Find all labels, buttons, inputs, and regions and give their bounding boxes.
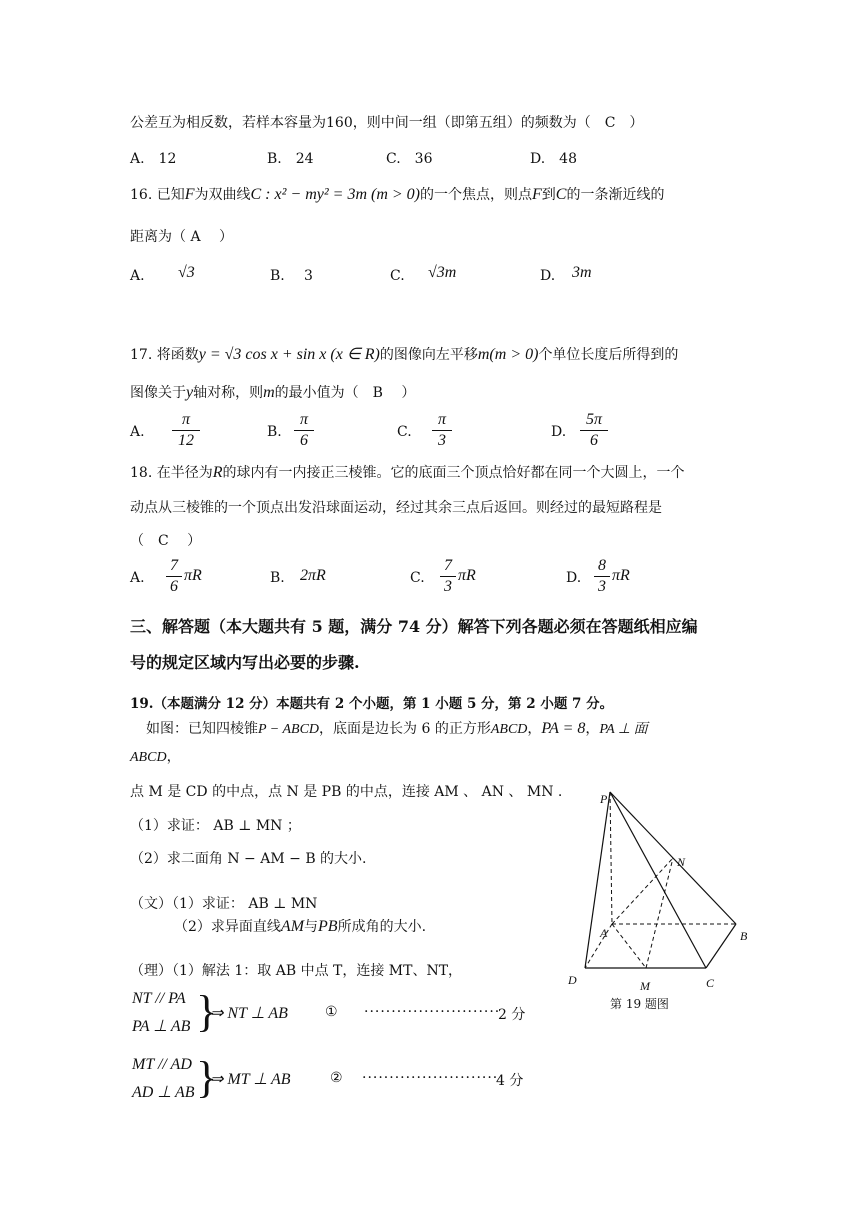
q17-a-fraction: $\frac{\pi}{12}$: [172, 410, 200, 451]
q19-li-solution: （理）（1）解法 1：取 AB 中点 T，连接 MT、NT，: [130, 963, 463, 979]
q17-stem: 17. 将函数y = √3 cos x + sin x (x ∈ R)的图像向左平移m(m > 0)个单位长度后所得到的: [130, 346, 679, 363]
figure-caption: 第 19 题图: [610, 997, 669, 1011]
q18-c-fraction: $\frac{7}{3}$: [440, 556, 456, 597]
label-B: B: [740, 929, 748, 943]
q18-d-tail: πR: [612, 567, 630, 584]
q19-c2-dots: ·························: [362, 1070, 499, 1086]
q19-c1-number: ①: [325, 1004, 338, 1020]
q19-wen-part-1: （文）（1）求证： AB ⊥ MN: [130, 896, 318, 912]
q16-d-value: 3m: [572, 264, 592, 281]
q17-a-label: A.: [130, 424, 145, 440]
q19-intro-line2: ABCD，: [130, 749, 181, 765]
edge-PA: [610, 792, 612, 924]
q16-stem-line2: 距离为（ A ）: [130, 229, 234, 245]
q19-c1-brace: }: [196, 987, 218, 1036]
q19-heading: 19.（本题满分 12 分）本题共有 2 个小题，第 1 小题 5 分，第 2 小题 7 分。: [130, 696, 614, 712]
q18-stem-line3: （ C ）: [130, 533, 202, 549]
q17-stem-line2: 图像关于y轴对称，则m的最小值为（ B ）: [130, 384, 416, 401]
q16-a-value: √3: [178, 264, 195, 281]
q19-c2-premise-b: AD ⊥ AB: [132, 1084, 195, 1101]
q16-equation: C : x² − my² = 3m (m > 0): [250, 186, 421, 203]
label-M: M: [640, 979, 650, 993]
q19-c2-score: 4 分: [496, 1073, 524, 1089]
q19-wen-part-2: （2）求异面直线AM与PB所成角的大小.: [174, 918, 427, 935]
edge-PC: [610, 792, 706, 968]
q19-intro-line3: 点 M 是 CD 的中点，点 N 是 PB 的中点，连接 AM 、 AN 、 MN .: [130, 784, 563, 800]
q16-a-label: A.: [130, 268, 145, 284]
q18-b-value: 2πR: [300, 567, 326, 584]
label-A: A: [600, 926, 608, 940]
q17-d-fraction: $\frac{5\pi}{6}$: [580, 410, 608, 451]
q16-c-label: C.: [390, 268, 405, 284]
q18-a-fraction: $\frac{7}{6}$: [166, 556, 182, 597]
q15-option-d: D. 48: [530, 151, 577, 167]
q15-option-a: A. 12: [130, 151, 177, 167]
segment-AM: [612, 924, 646, 968]
q18-stem-line2: 动点从三棱锥的一个顶点出发沿球面运动，经过其余三点后返回。则经过的最短路程是: [130, 500, 662, 516]
q16-b-value: 3: [304, 268, 313, 284]
q17-b-label: B.: [267, 424, 282, 440]
q19-c1-premise-a: NT // PA: [132, 990, 186, 1007]
section-3-heading: 三、解答题（本大题共有 5 题，满分 74 分）解答下列各题必须在答题纸相应编: [130, 617, 698, 636]
q17-c-label: C.: [397, 424, 412, 440]
q19-part-2: （2）求二面角 N − AM − B 的大小.: [130, 851, 367, 867]
q19-c2-premise-a: MT // AD: [132, 1056, 192, 1073]
q18-c-tail: πR: [458, 567, 476, 584]
q15-option-b: B. 24: [267, 151, 314, 167]
edge-CB: [706, 924, 736, 968]
q17-b-fraction: $\frac{\pi}{6}$: [294, 410, 314, 451]
q15-option-c: C. 36: [386, 151, 433, 167]
edge-AD: [585, 924, 612, 968]
label-N: N: [677, 855, 686, 869]
q19-c2-result: ⇒ MT ⊥ AB: [210, 1071, 291, 1088]
segment-MN: [646, 858, 673, 968]
q17-c-fraction: $\frac{\pi}{3}$: [432, 410, 452, 451]
label-C: C: [706, 976, 715, 990]
q18-a-label: A.: [130, 570, 145, 586]
label-P: P: [600, 792, 608, 806]
label-D: D: [568, 973, 577, 987]
q19-c2-brace: }: [196, 1053, 218, 1102]
q19-c1-dots: ·························: [364, 1004, 501, 1020]
q19-c2-number: ②: [330, 1070, 343, 1086]
q16-stem: 16. 已知F为双曲线C : x² − my² = 3m (m > 0)的一个焦点，则点F到C的一条渐近线的: [130, 186, 665, 203]
q18-c-label: C.: [410, 570, 425, 586]
q16-b-label: B.: [270, 268, 285, 284]
q19-pyramid-figure: [560, 780, 760, 1020]
q18-d-fraction: $\frac{8}{3}$: [594, 556, 610, 597]
q15-continuation: 公差互为相反数，若样本容量为160，则中间一组（即第五组）的频数为（ C ）: [130, 115, 644, 131]
section-3-heading-line2: 号的规定区域内写出必要的步骤.: [130, 653, 360, 672]
q18-b-label: B.: [270, 570, 285, 586]
q16-d-label: D.: [540, 268, 556, 284]
q16-c-value: √3m: [428, 264, 457, 281]
q17-d-label: D.: [551, 424, 567, 440]
q18-d-label: D.: [566, 570, 582, 586]
q19-part-1: （1）求证： AB ⊥ MN ；: [130, 818, 301, 834]
q18-a-tail: πR: [184, 567, 202, 584]
q17-equation: y = √3 cos x + sin x (x ∈ R): [198, 346, 380, 363]
q19-intro: 如图：已知四棱锥P − ABCD，底面是边长为 6 的正方形ABCD，PA = 8，PA ⊥ 面: [146, 720, 648, 737]
q19-c1-premise-b: PA ⊥ AB: [132, 1018, 191, 1035]
q18-stem: 18. 在半径为R的球内有一内接正三棱锥。它的底面三个顶点恰好都在同一个大圆上，一个: [130, 464, 685, 481]
q19-c1-result: ⇒ NT ⊥ AB: [210, 1005, 288, 1022]
edge-PD: [585, 792, 610, 968]
q19-c1-score: 2 分: [498, 1007, 526, 1023]
